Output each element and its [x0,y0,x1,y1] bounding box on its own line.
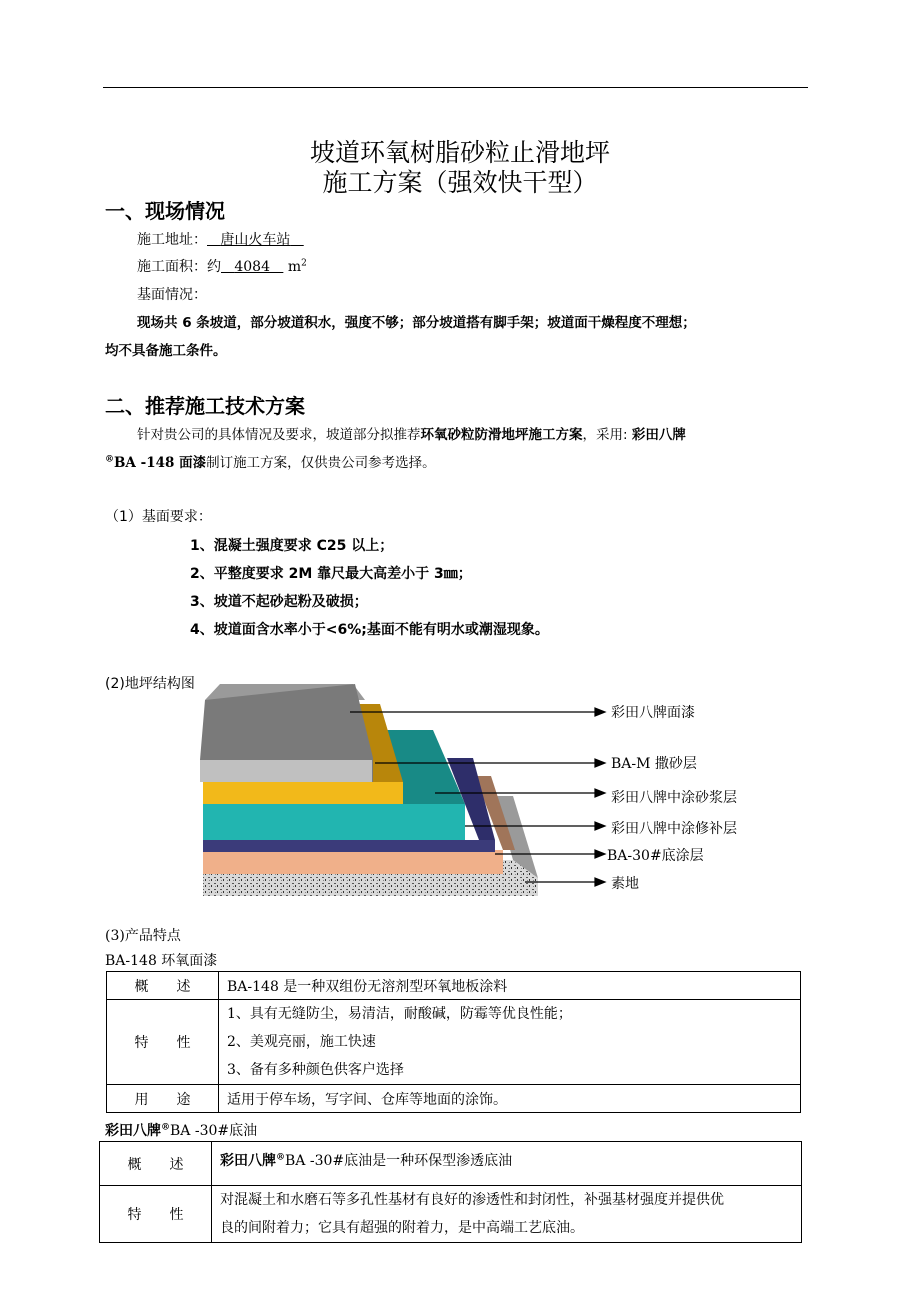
area-row [137,256,307,276]
table-row [100,1142,802,1186]
product2-name: 彩田八牌®BA -30#底油 [105,1122,258,1139]
feature-item: 2、美观亮丽，施工快速 [227,1034,376,1050]
feature-line: 良的间附着力；它具有超强的附着力，是中高端工艺底油。 [220,1220,584,1236]
table-row [107,1000,801,1085]
table-row [107,1085,801,1113]
feature-line: 对混凝土和水磨石等多孔性基材有良好的渗透性和封闭性，补强基材强度并提供优 [220,1192,724,1208]
doc-title-line2: 施工方案（强效快干型） [322,168,598,197]
overview-label: 概 述 [100,1142,212,1186]
section1-heading: 一、现场情况 [105,199,225,223]
req-item: 2、平整度要求 2M 靠尺最大高差小于 3㎜； [190,566,472,582]
area-unit: m [287,259,302,275]
base-desc-line1: 现场共 6 条坡道，部分坡道积水，强度不够；部分坡道搭有脚手架；坡道面干燥程度不理想； [137,315,696,331]
diagram-title: (2)地坪结构图 [105,676,195,692]
product1-name: BA-148 环氧面漆 [105,953,218,969]
layer-mortar [203,804,465,840]
intro-line1: 针对贵公司的具体情况及要求，坡道部分拟推荐环氧砂粒防滑地坪施工方案，采用: 彩田八牌 [137,427,686,443]
features-title: (3)产品特点 [105,928,181,944]
features-label: 特 性 [100,1186,212,1243]
features-label: 特 性 [107,1000,219,1085]
feature-item: 3、备有多种颜色供客户选择 [227,1062,404,1078]
req-item: 4、坡道面含水率小于<6%;基面不能有明水或潮湿现象。 [190,622,549,638]
layer-label: BA-30#底涂层 [607,848,704,864]
base-label: 基面情况： [137,287,207,303]
table-row [100,1186,802,1243]
layer-label: BA-M 撒砂层 [611,756,697,772]
address-value: 唐山火车站 [220,232,291,248]
usage-cell: 适用于停车场，写字间、仓库等地面的涂饰。 [219,1085,801,1113]
doc-title-line1: 坡道环氧树脂砂粒止滑地坪 [309,138,610,167]
req-title: （1）基面要求： [105,509,212,525]
address-label: 施工地址： [137,232,207,248]
table-row [107,972,801,1000]
req-item: 3、坡道不起砂起粉及破损； [190,594,368,610]
layer-label: 彩田八牌中涂砂浆层 [611,790,737,806]
overview-label: 概 述 [107,972,219,1000]
layer-sand [203,782,403,804]
layer-primer [203,850,503,874]
layer-topcoat-edge [200,760,372,782]
base-desc-line2: 均不具备施工条件。 [105,343,227,359]
overview-cell: 彩田八牌®BA -30#底油是一种环保型渗透底油 [212,1142,802,1186]
layer-repair [203,840,495,852]
feature-item: 1、具有无缝防尘，易清洁，耐酸碱，防霉等优良性能； [227,1006,572,1022]
features-cell [219,1000,801,1085]
address-row [137,229,304,249]
area-label: 施工面积：约 [137,259,221,275]
intro-line2: ®BA -148 面漆制订施工方案，仅供贵公司参考选择。 [105,454,436,471]
req-item: 1、混凝土强度要求 C25 以上； [190,538,394,554]
area-value: 4084 [234,259,270,275]
overview-cell: BA-148 是一种双组份无溶剂型环氧地板涂料 [219,972,801,1000]
features-cell [212,1186,802,1243]
product2-table [99,1141,802,1243]
layer-label: 素地 [611,876,639,892]
usage-label: 用 途 [107,1085,219,1113]
layer-label: 彩田八牌中涂修补层 [611,821,737,837]
header-rule [103,87,808,88]
product1-table [106,971,801,1113]
section2-heading: 二、推荐施工技术方案 [105,394,305,418]
layer-label: 彩田八牌面漆 [611,705,695,721]
area-sup: 2 [301,258,307,269]
